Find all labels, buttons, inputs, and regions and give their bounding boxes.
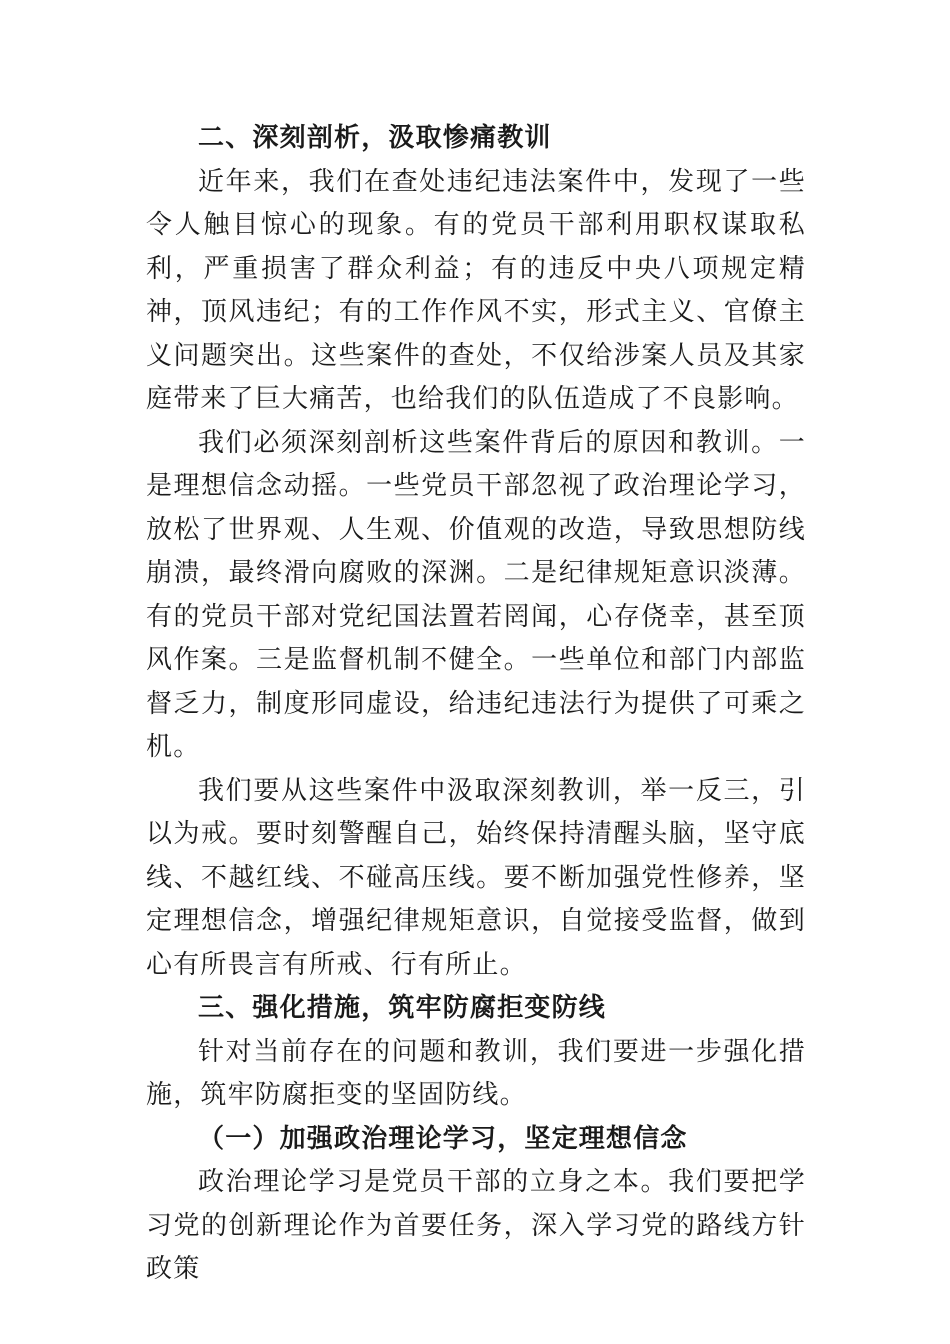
- section-2-paragraph-3: 我们要从这些案件中汲取深刻教训，举一反三，引以为戒。要时刻警醒自己，始终保持清醒头脑，坚守底线、不越红线、不碰高压线。要不断加强党性修养，坚定理想信念，增强纪律规矩意识，自觉接受监督，做到心有所畏言有所戒、行有所止。: [146, 775, 806, 980]
- section-3-paragraph-1: 针对当前存在的问题和教训，我们要进一步强化措施，筑牢防腐拒变的坚固防线。: [146, 1036, 806, 1110]
- section-2-heading: 二、深刻剖析，汲取惨痛教训: [198, 123, 552, 153]
- section-2-paragraph-1: 近年来，我们在查处违纪违法案件中，发现了一些令人触目惊心的现象。有的党员干部利用职权谋取私利，严重损害了群众利益；有的违反中央八项规定精神，顶风违纪；有的工作作风不实，形式主义、官僚主义问题突出。这些案件的查处，不仅给涉案人员及其家庭带来了巨大痛苦，也给我们的队伍造成了不良影响。: [146, 166, 806, 414]
- section-3-heading: 三、强化措施，筑牢防腐拒变防线: [198, 993, 607, 1023]
- subsection-1-heading: （一）加强政治理论学习，坚定理想信念: [198, 1123, 688, 1154]
- section-2-paragraph-2: 我们必须深刻剖析这些案件背后的原因和教训。一是理想信念动摇。一些党员干部忽视了政治理论学习，放松了世界观、人生观、价值观的改造，导致思想防线崩溃，最终滑向腐败的深渊。二是纪律规矩意识淡薄。有的党员干部对党纪国法置若罔闻，心存侥幸，甚至顶风作案。三是监督机制不健全。一些单位和部门内部监督乏力，制度形同虚设，给违纪违法行为提供了可乘之机。: [146, 427, 806, 762]
- document-body: [146, 117, 806, 1292]
- subsection-1-paragraph-1: 政治理论学习是党员干部的立身之本。我们要把学习党的创新理论作为首要任务，深入学习党的路线方针政策: [146, 1167, 806, 1284]
